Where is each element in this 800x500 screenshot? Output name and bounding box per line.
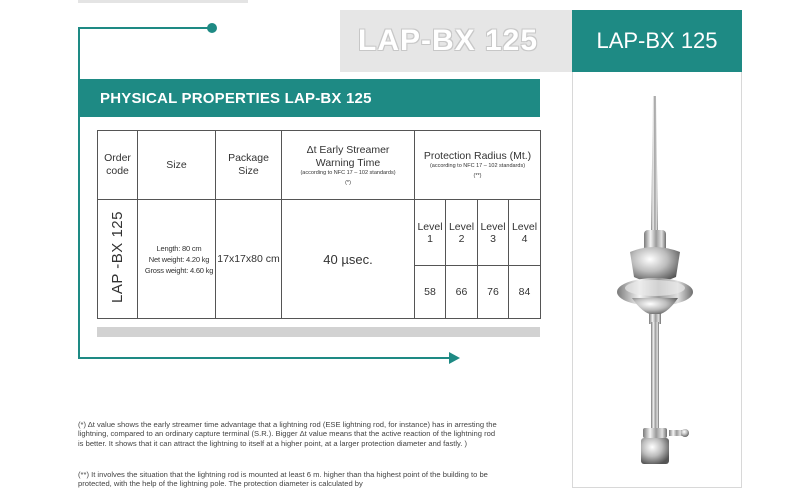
level-2-value: 66 bbox=[446, 266, 478, 319]
connector-line-bottom bbox=[78, 357, 452, 359]
table-row bbox=[98, 200, 541, 266]
header-order-code bbox=[98, 131, 138, 200]
level-3-label: Level 3 bbox=[478, 200, 509, 266]
header-radius-subtitle: (according to NFC 17 – 102 standards) bbox=[429, 163, 526, 169]
model-tab-label: LAP-BX 125 bbox=[596, 28, 718, 53]
header-esw-time bbox=[282, 131, 415, 200]
physical-properties-header bbox=[80, 79, 540, 117]
size-net-weight: Net weight: 4.20 kg bbox=[148, 254, 210, 264]
model-name-outline: LAP-BX 125 bbox=[358, 24, 539, 57]
cell-esw-time: 40 µsec. bbox=[282, 200, 415, 319]
table-footer-bar bbox=[97, 327, 540, 337]
level-4-value: 84 bbox=[509, 266, 541, 319]
connector-line-top bbox=[78, 27, 212, 29]
cell-package-size: 17x17x80 cm bbox=[216, 200, 282, 319]
level-1-label: Level 1 bbox=[415, 200, 446, 266]
header-package-size-label: Package Size bbox=[228, 152, 269, 177]
order-code-value: LAP -BX 125 bbox=[109, 210, 126, 303]
header-esw-subtitle: (according to NFC 17 – 102 standards) bbox=[300, 169, 396, 176]
header-order-code-label: Order code bbox=[104, 152, 131, 177]
header-esw-title: Δt Early Streamer Warning Time bbox=[306, 143, 390, 169]
level-3-value: 76 bbox=[478, 266, 509, 319]
header-size bbox=[138, 131, 216, 200]
physical-properties-title: PHYSICAL PROPERTIES LAP-BX 125 bbox=[100, 89, 372, 107]
header-package-size bbox=[216, 131, 282, 200]
connector-line-vertical bbox=[78, 28, 80, 359]
header-radius-note: (**) bbox=[473, 173, 482, 179]
header-protection-radius bbox=[415, 131, 541, 200]
footnote-esw: (*) Δt value shows the early streamer time advantage that a lightning rod (ESE lightning rod, for instance) has in arresting the lightning, compared to an ordinary capture terminal (S.R.). Bigger Δt value means that the active reaction of the lightning rod is better. It shows that it can attract the lightning to itself at a higher point, at a larger protection diameter and fastly. ) bbox=[78, 420, 497, 448]
size-length: Length: 80 cm bbox=[156, 243, 202, 253]
connector-arrow-icon bbox=[449, 352, 460, 364]
footnote-radius: (**) It involves the situation that the lightning rod is mounted at least 6 m. higher than tha highest point of the building to be protected, with the help of the lightning pole. The protection diameter is calculated by bbox=[78, 470, 488, 489]
level-2-label: Level 2 bbox=[446, 200, 478, 266]
header-radius-title: Protection Radius (Mt.) bbox=[423, 150, 532, 162]
model-tab bbox=[572, 10, 742, 72]
header-size-label: Size bbox=[166, 158, 187, 171]
header-esw-note: (*) bbox=[345, 179, 351, 186]
properties-table bbox=[97, 130, 541, 319]
top-decor-bar bbox=[78, 0, 248, 3]
lightning-rod-image bbox=[600, 92, 720, 472]
level-4-label: Level 4 bbox=[509, 200, 541, 266]
cell-order-code bbox=[98, 200, 138, 319]
table-header-row bbox=[98, 131, 541, 200]
cell-size bbox=[138, 200, 216, 319]
size-gross-weight: Gross weight: 4.60 kg bbox=[144, 265, 214, 275]
connector-dot bbox=[207, 23, 217, 33]
level-1-value: 58 bbox=[415, 266, 446, 319]
model-name-strip bbox=[340, 10, 572, 72]
